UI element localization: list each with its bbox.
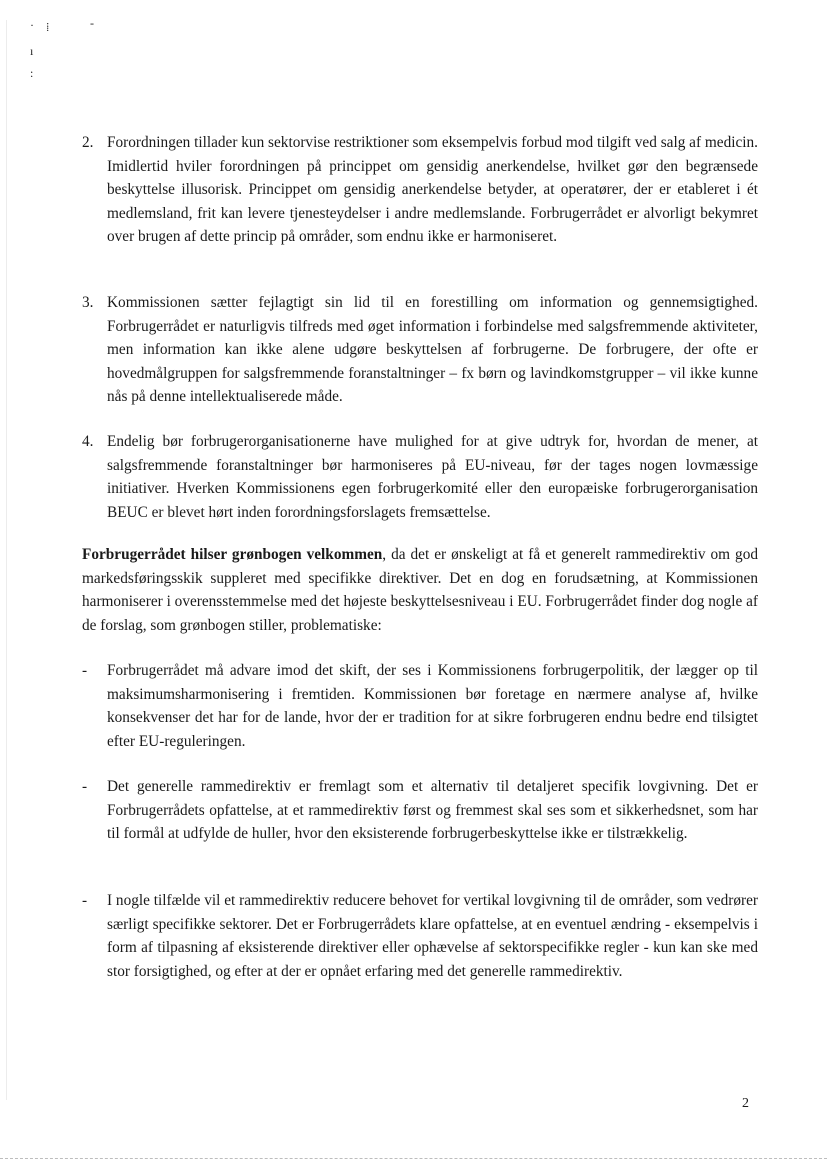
summary-bold-lead: Forbrugerrådet hilser grønbogen velkommen xyxy=(82,546,383,563)
numbered-item-2 xyxy=(82,131,758,249)
item-text: Kommissionen sætter fejlagtigt sin lid til en forestilling om information og gennemsigtighed. Forbrugerrådet er naturligvis tilfreds med øget information i forbindelse med salgsfremmende aktiviteter, men information kan ikke alene udgøre beskyttelsen af forbrugerne. De forbrugere, der ofte er hovedmålgruppen for salgsfremmende foranstaltninger – fx børn og lavindkomstgrupper – vil ikke kunne nås på denne intellektualiserede måde. xyxy=(107,294,758,406)
bullet-marker: - xyxy=(82,662,88,679)
bullet-text: I nogle tilfælde vil et rammedirektiv reducere behovet for vertikal lovgivning til de områder, som vedrører særligt specifikke sektorer. Det er Forbrugerrådets klare opfattelse, at en eventuel ændring - eksempelvis i form af tilpasning af eksisterende direktiver eller ophævelse af sektorspecifikke regler - kun kan ske med stor forsigtighed, og efter at der er opnået erfaring med det generelle rammedirektiv. xyxy=(107,892,758,980)
item-text: Endelig bør forbrugerorganisationerne have mulighed for at give udtryk for, hvordan de mener, at salgsfremmende foranstaltninger bør harmoniseres på EU-niveau, før der tages nogen lovmæssige initiativer. Hverken Kommissionens egen forbrugerkomité eller den europæiske forbrugerorganisation BEUC er blevet hørt inden forordningsforslagets fremsættelse. xyxy=(107,433,758,521)
summary-text: , da det er ønskeligt at få et generelt rammedirektiv om god markedsføringsskik suppleret med specifikke direktiver. Det en dog en forudsætning, at Kommissionen harmoniserer i overensstemmelse med det højeste beskyttelsesniveau i EU. Forbrugerrådet finder dog nogle af de forslag, som grønbogen stiller, problematiske: xyxy=(82,546,758,634)
bullet-marker: - xyxy=(82,892,88,909)
item-text: Forordningen tillader kun sektorvise restriktioner som eksempelvis forbud mod tilgift ved salg af medicin. Imidlertid hviler forordningen på princippet om gensidig anerkendelse, hvilket gør den begrænsede beskyttelse illusorisk. Princippet om gensidig anerkendelse betyder, at operatører, der er etableret i ét medlemsland, frit kan levere tjenesteydelser i andre medlemslande. Forbrugerrådet er alvorligt bekymret over brugen af dette princip på områder, som endnu ikke er harmoniseret. xyxy=(107,134,758,246)
page-number: 2 xyxy=(742,1096,749,1111)
item-number: 4. xyxy=(82,433,94,450)
bullet-item xyxy=(82,775,758,846)
numbered-item-4 xyxy=(82,430,758,524)
bottom-edge-rule xyxy=(0,1158,827,1161)
summary-paragraph xyxy=(82,543,758,637)
bullet-text: Forbrugerrådet må advare imod det skift, der ses i Kommissionens forbrugerpolitik, der lægger op til maksimumsharmonisering i fremtiden. Kommissionen bør foretage en nærmere analyse af, hvilke konsekvenser det har for de lande, hvor der er tradition for at sikre forbrugeren endnu bedre end tilsigtet efter EU-reguleringen. xyxy=(107,662,758,750)
bullet-item xyxy=(82,889,758,983)
document-page: · ⁞ - ı : 2. Forordningen tillader kun sektorvise restriktioner som eksempelvis forbud mod tilgift ved salg af medicin. Imidlertid hviler forordningen på princippet om gensidig anerkendelse, hvilket gør den begrænsede beskyttelse illusorisk. Princippet om gensidig anerkendelse betyder, at operatører, der er etableret i ét medlemsland, frit kan levere tjenesteydelser i andre medlemslande. Forbrugerrådet er alvorligt bekymret over brugen af dette princip på områder, som endnu ikke er harmoniseret. 3. Kommissionen sætter fejlagtigt sin lid til en forestilling om information og gennemsigtighed. Forbrugerrådet er naturligvis tilfreds med øget information i forbindelse med salgsfremmende aktiviteter, men information kan ikke alene udgøre beskyttelsen af forbrugerne. De forbrugere, der ofte er hovedmålgruppen for salgsfremmende foranstaltninger – fx børn og lavindkomstgrupper – vil ikke kunne nås på denne intellektualiserede måde. 4. Endelig bør forbrugerorganisationerne have mulighed for at give udtryk for, hvordan de mener, at salgsfremmende foranstaltninger bør harmoniseres på EU-niveau, før der tages nogen lovmæssige initiativer. Hverken Kommissionens egen forbrugerkomité eller den europæiske forbrugerorganisation BEUC er blevet hørt inden forordningsforslagets fremsættelse. Forbrugerrådet hilser grønbogen velkommen, da det er ønskeligt at få et generelt rammedirektiv om god markedsføringsskik suppleret med specifikke direktiver. Det en dog en forudsætning, at Kommissionen harmoniserer i overensstemmelse med det højeste beskyttelsesniveau i EU. Forbrugerrådet finder dog nogle af de forslag, som grønbogen stiller, problematiske: - Forbrugerrådet må advare imod det skift, der ses i Kommissionens forbrugerpolitik, der lægger op til maksimumsharmonisering i fremtiden. Kommissionen bør foretage en nærmere analyse af, hvilke konsekvenser det har for de lande, hvor der er tradition for at sikre forbrugeren endnu bedre end tilsigtet efter EU-reguleringen. - Det generelle rammedirektiv er fremlagt som et alternativ til detaljeret specifik lovgivning. Det er Forbrugerrådets opfattelse, at et rammedirektiv først og fremmest skal ses som et sikkerhedsnet, som har til formål at udfylde de huller, hvor den eksisterende forbrugerbeskyttelse ikke er tilstrækkelig. - I nogle tilfælde vil et rammedirektiv reducere behovet for vertikal lovgivning til de områder, som vedrører særligt specifikke sektorer. Det er Forbrugerrådets klare opfattelse, at en eventuel ændring - eksempelvis i form af tilpasning af eksisterende direktiver eller ophævelse af sektorspecifikke regler - kun kan ske med stor forsigtighed, og efter at der er opnået erfaring med det generelle rammedirektiv. 2 xyxy=(0,0,827,1163)
bullet-marker: - xyxy=(82,778,88,795)
scan-edge-line xyxy=(6,20,7,1100)
item-number: 3. xyxy=(82,294,94,311)
numbered-item-3 xyxy=(82,291,758,409)
bullet-text: Det generelle rammedirektiv er fremlagt som et alternativ til detaljeret specifik lovgivning. Det er Forbrugerrådets opfattelse, at et rammedirektiv først og fremmest skal ses som et sikkerhedsnet, som har til formål at udfylde de huller, hvor den eksisterende forbrugerbeskyttelse ikke er tilstrækkelig. xyxy=(107,778,758,843)
bullet-item xyxy=(82,659,758,753)
item-number: 2. xyxy=(82,134,94,151)
